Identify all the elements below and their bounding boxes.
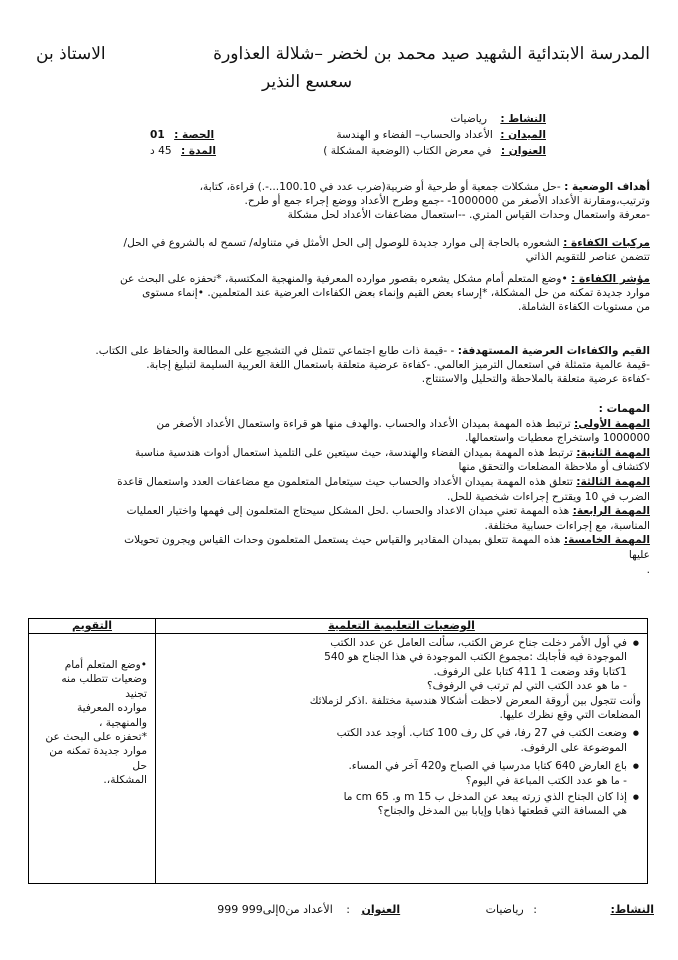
duration-row	[150, 144, 216, 158]
situation-4-line-1: وضعت الكتب في 27 رفا، في كل رف 100 كتاب. أوجد عدد الكتب	[336, 727, 627, 740]
footer-activity-value: رياضيات	[485, 903, 524, 916]
evaluation-line-4: *تحفزه على البحث عن	[45, 731, 147, 744]
competence-indicator-line-1: •وضع المتعلم أمام مشكل يشعره بقصور موارده المعرفية والمنهجية المكتسبة، *تحفزه على البحث عن	[119, 273, 568, 285]
situation-1-line-1: في أول الأمر دخلت جناح عرض الكتب، سألت العامل عن عدد الكتب	[330, 637, 627, 649]
tasks-trailing-dot: .	[646, 563, 650, 576]
situation-2: - ما هو عدد الكتب التي لم ترتب في الرفوف؟	[427, 680, 627, 693]
activity-value: رياضيات	[450, 113, 487, 125]
situation-7	[166, 790, 641, 819]
evaluation-line-3: موارده المعرفية والمنهجية ،	[76, 702, 147, 729]
task-3-line-1: تتعلق هذه المهمة بميدان الأعداد والحساب حيث سيتعامل المتعلمون مع مضاعفات العدد واستعمال قاعدة	[117, 475, 573, 488]
competence-indicator-line-3: من مستويات الكفاءة الشاملة.	[517, 301, 650, 314]
objectives-section	[24, 180, 650, 223]
duration-label: المدة :	[180, 145, 216, 157]
evaluation-line-2: وضعيات تتطلب منه تجنيد	[61, 673, 147, 700]
situation-7-line-2: هي المسافة التي قطعتها ذهابا وإيابا بين المدخل والجناح؟	[377, 805, 627, 818]
situation-1-line-2: الموجودة فيه فأجابك :مجموع الكتب الموجودة في هذا الجناح هو 540	[324, 651, 627, 664]
situation-5: ● باع العارض 640 كتابا مدرسيا في الصباح و420 آخر في المساء.	[166, 759, 641, 773]
task-3-label: المهمة الثالثة:	[576, 475, 650, 488]
values-line-2: -قيمة عالمية متمثلة في استعمال الترميز العالمي. -كفاءة عرضية متعلقة باستعمال اللغة العربية السليمة لتبليغ إجابة.	[146, 359, 650, 372]
evaluation-line-1: •وضع المتعلم أمام	[64, 659, 147, 671]
situation-2-text: ما هو عدد الكتب التي لم ترتب في الرفوف؟	[427, 680, 620, 693]
task-4-line-2: المناسبة، مع إجراءات حسابية مختلفة.	[484, 519, 650, 532]
field-row	[336, 128, 546, 142]
evaluation-line-6: المشكلة،.	[103, 774, 147, 787]
competence-components-label: مركبات الكفاءة :	[563, 237, 650, 249]
situations-table	[28, 618, 648, 884]
situation-4-line-2: الموضوعة على الرفوف.	[520, 741, 627, 754]
teacher-name: سعسع النذير	[262, 72, 353, 92]
task-2-line-2: لاكتشاف أو ملاحظة المضلعات والتحقق منها	[458, 461, 650, 474]
footer-title-colon: :	[346, 903, 350, 916]
competence-components-section	[24, 236, 650, 264]
values-line-3: -كفاءة عرضية متعلقة بالملاحظة والتحليل والاستنتاج.	[421, 373, 650, 386]
activity-row	[450, 112, 546, 126]
objectives-label: أهداف الوضعية :	[564, 181, 650, 193]
task-5-line-2: عليها	[628, 548, 650, 561]
evaluation-line-5: موارد جديدة تمكنه من حل	[49, 745, 147, 772]
field-value: الأعداد والحساب– الفضاء و الهندسة	[336, 129, 493, 141]
competence-indicator-line-2: موارد جديدة تمكنه من حل المشكلة، *إرساء بعض القيم وإنماء بعض الكفاءات العرضية عند المتعلمين. •إنماء مستوى	[142, 287, 650, 300]
session-row	[150, 128, 214, 142]
situation-7-line-1: إذا كان الجناح الذي زرته يبعد عن المدخل ب 15 m و. 65 cm ما	[343, 791, 627, 804]
task-4-label: المهمة الرابعة:	[572, 505, 650, 518]
task-1-label: المهمة الأولى:	[574, 417, 650, 430]
competence-components-line-1: الشعوره بالحاجة إلى موارد جديدة للوصول إلى الحل الأمثل في متناوله/ تسمح له بالشروع في الحل/	[123, 237, 560, 249]
values-line-1: - -قيمة ذات طابع اجتماعي تتمثل في التشجيع على المطالعة والحفاظ على الكتاب.	[95, 345, 455, 357]
objectives-line-2: وترتيب،ومقارنة الأعداد الأصغر من 1000000- -جمع وطرح الأعداد ووضع إجراء جمع أو طرح.	[244, 195, 650, 208]
situation-1	[166, 636, 641, 679]
footer-line	[24, 903, 654, 916]
values-section	[24, 344, 650, 387]
situation-3-line-1: وأنت تتجول بين أروقة المعرض لاحظت أشكالا هندسية مختلفة .اذكر لزملائك	[309, 694, 641, 707]
table-body-row	[29, 634, 648, 884]
task-1-line-2: 1000000 واستخراج معطيات واستعمالها.	[464, 432, 650, 445]
field-label: الميدان :	[500, 129, 546, 141]
situation-6-text: ما هو عدد الكتب المباعة في اليوم؟	[465, 774, 620, 787]
task-2-label: المهمة الثانية:	[576, 446, 650, 459]
evaluation-column-header: التقويم	[29, 619, 156, 634]
table-header-row	[29, 619, 648, 634]
teacher-label: الاستاذ بن	[36, 44, 106, 64]
footer-activity-label: النشاط:	[610, 903, 654, 916]
session-label: الحصة :	[174, 129, 215, 141]
objectives-line-3: -معرفة واستعمال وحدات القياس المتري. --استعمال مضاعفات الأعداد لحل مشكلة	[287, 209, 650, 222]
school-name: المدرسة الابتدائية الشهيد صيد محمد بن لخضر –شلالة العذاورة	[213, 44, 650, 64]
tasks-section	[24, 402, 650, 577]
task-3-line-2: الضرب في 10 ويقترح إجراءات شخصية للحل.	[447, 490, 650, 503]
footer-colon: :	[533, 903, 537, 916]
task-2-line-1: ترتبط هذه المهمة بميدان الفضاء والهندسة، حيث سيتعين على التلميذ استعمال أدوات هندسية مناسبة	[134, 446, 573, 459]
situations-column-header: الوضعيات التعليمية التعلمية	[156, 619, 648, 634]
title-label: العنوان :	[500, 145, 546, 157]
competence-components-line-2: تتضمن عناصر للتقويم الذاتي	[525, 251, 650, 264]
task-4-line-1: هذه المهمة تعني ميدان الاعداد والحساب .لحل المشكل سيحتاج المتعلمون إلى فهمها واختيار العمليات	[126, 505, 570, 518]
values-label: القيم والكفاءات العرضية المستهدفة:	[457, 345, 650, 357]
tasks-label: المهمات :	[598, 403, 650, 415]
session-value: 01	[150, 129, 165, 141]
duration-value: 45 د	[150, 145, 172, 157]
task-5-line-1: هذه المهمة تتعلق بميدان المقادير والقياس حيث يستعمل المتعلمون وحدات القياس ويجرون تحويلات	[124, 534, 561, 547]
activity-label: النشاط :	[500, 113, 546, 125]
competence-indicator-section	[24, 272, 650, 315]
task-5-label: المهمة الخامسة:	[563, 534, 650, 547]
task-1-line-1: ترتبط هذه المهمة بميدان الأعداد والحساب .والهدف منها هو قراءة واستعمال الأعداد الأصغر من	[156, 417, 571, 430]
title-value: في معرض الكتاب (الوضعية المشكلة )	[323, 145, 492, 157]
evaluation-cell	[29, 634, 156, 884]
situation-1-line-3: 1كتابا وقد وضعت 1 411 كتابا على الرفوف.	[433, 665, 627, 678]
objectives-line-1: -حل مشكلات جمعية أو طرحية أو ضربية(ضرب عدد في 100.10...-.) قراءة، كتابة،	[199, 181, 561, 193]
situation-4	[166, 726, 641, 755]
title-row	[323, 144, 546, 158]
footer-title-label: العنوان	[361, 903, 401, 916]
competence-indicator-label: مؤشر الكفاءة :	[571, 273, 650, 285]
situation-3-line-2: المضلعات التي وقع نظرك عليها.	[499, 709, 641, 722]
situations-cell	[156, 634, 648, 884]
situation-6: - ما هو عدد الكتب المباعة في اليوم؟	[465, 774, 627, 787]
footer-title-value: الأعداد من0إلى999 999	[217, 903, 333, 916]
